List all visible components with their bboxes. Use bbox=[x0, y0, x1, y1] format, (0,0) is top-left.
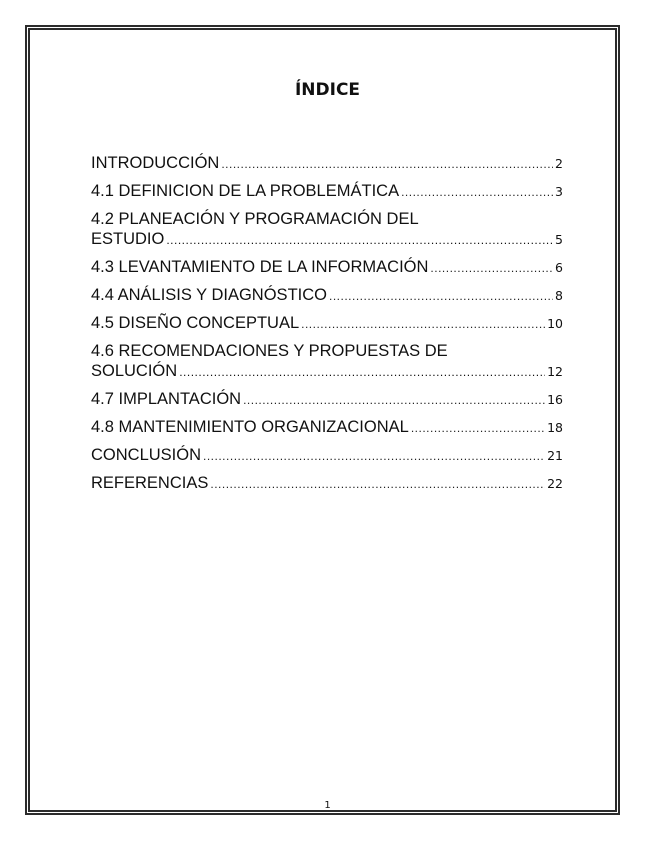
toc-entry-label-line2: ESTUDIO bbox=[91, 230, 165, 248]
toc-entry-referencias[interactable] bbox=[91, 473, 563, 494]
toc-leader-dots bbox=[401, 182, 553, 202]
toc-entry-label: 4.3 LEVANTAMIENTO DE LA INFORMACIÓN bbox=[91, 258, 429, 276]
toc-entry-label-line1: 4.2 PLANEACIÓN Y PROGRAMACIÓN DEL bbox=[91, 210, 419, 228]
toc-entry-page: 16 bbox=[547, 392, 563, 407]
toc-entry-label: 4.5 DISEÑO CONCEPTUAL bbox=[91, 314, 300, 332]
toc-entry-page: 3 bbox=[555, 184, 563, 199]
toc-entry-implantacion[interactable] bbox=[91, 389, 563, 410]
toc-leader-dots bbox=[179, 362, 545, 382]
toc-leader-dots bbox=[329, 286, 553, 306]
toc-entry-page: 18 bbox=[547, 420, 563, 435]
toc-entry-label: INTRODUCCIÓN bbox=[91, 154, 220, 172]
document-title: ÍNDICE bbox=[294, 80, 361, 100]
toc-leader-dots bbox=[411, 418, 545, 438]
toc-entry-label: 4.4 ANÁLISIS Y DIAGNÓSTICO bbox=[91, 286, 327, 304]
toc-entry-page: 8 bbox=[555, 288, 563, 303]
toc-entry-conclusion[interactable] bbox=[91, 445, 563, 466]
toc-entry-planeacion[interactable] bbox=[91, 209, 563, 250]
toc-leader-dots bbox=[166, 230, 553, 250]
toc-entry-label: 4.7 IMPLANTACIÓN bbox=[91, 390, 242, 408]
toc-entry-page: 6 bbox=[555, 260, 563, 275]
toc-entry-label-line2: SOLUCIÓN bbox=[91, 362, 178, 380]
toc-entry-page: 10 bbox=[547, 316, 563, 331]
toc-entry-levantamiento[interactable] bbox=[91, 257, 563, 278]
toc-entry-label-line1: 4.6 RECOMENDACIONES Y PROPUESTAS DE bbox=[91, 342, 448, 360]
toc-entry-definicion[interactable] bbox=[91, 181, 563, 202]
toc-leader-dots bbox=[301, 314, 545, 334]
page-number: 1 bbox=[324, 800, 331, 811]
toc-leader-dots bbox=[243, 390, 545, 410]
toc-entry-page: 2 bbox=[555, 156, 563, 171]
toc-leader-dots bbox=[210, 474, 545, 494]
toc-entry-page: 5 bbox=[555, 232, 563, 247]
table-of-contents bbox=[91, 153, 563, 501]
toc-leader-dots bbox=[221, 154, 553, 174]
toc-leader-dots bbox=[430, 258, 553, 278]
toc-entry-label: CONCLUSIÓN bbox=[91, 446, 202, 464]
toc-entry-label: 4.8 MANTENIMIENTO ORGANIZACIONAL bbox=[91, 418, 409, 436]
toc-entry-introduccion[interactable] bbox=[91, 153, 563, 174]
toc-entry-diseno[interactable] bbox=[91, 313, 563, 334]
toc-entry-page: 21 bbox=[547, 448, 563, 463]
toc-entry-recomendaciones[interactable] bbox=[91, 341, 563, 382]
toc-entry-page: 22 bbox=[547, 476, 563, 491]
toc-entry-mantenimiento[interactable] bbox=[91, 417, 563, 438]
toc-entry-page: 12 bbox=[547, 364, 563, 379]
toc-entry-label: 4.1 DEFINICION DE LA PROBLEMÁTICA bbox=[91, 182, 400, 200]
toc-entry-label: REFERENCIAS bbox=[91, 474, 209, 492]
toc-entry-analisis[interactable] bbox=[91, 285, 563, 306]
toc-leader-dots bbox=[203, 446, 545, 466]
